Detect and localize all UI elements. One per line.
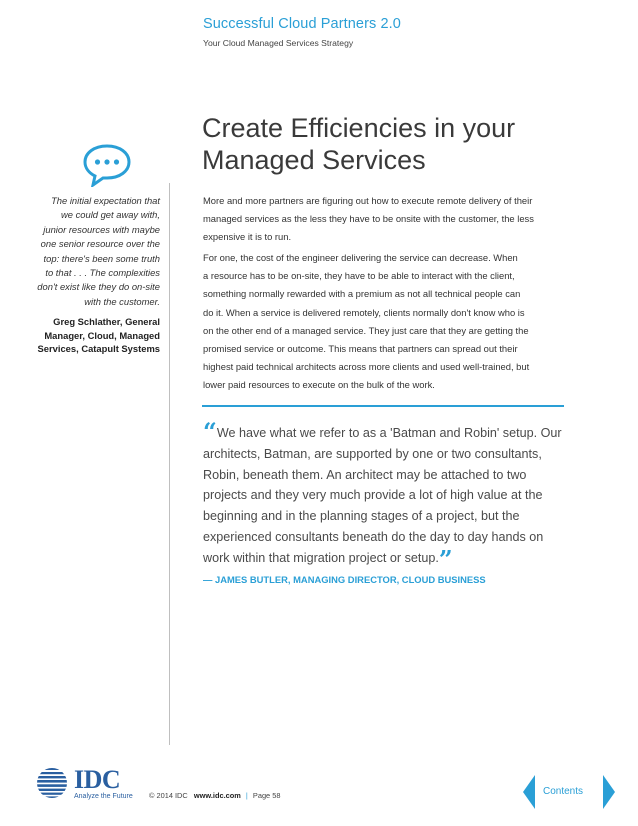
copyright: © 2014 IDC xyxy=(149,791,188,800)
sidebar-attribution-line: Services, Catapult Systems xyxy=(37,342,160,354)
pull-quote-line: projects and they very much provide a lot of high value at the xyxy=(203,488,543,503)
pull-quote-line: Robin, beneath them. An architect may be attached to two xyxy=(203,467,527,482)
sidebar-quote-line: we could get away with, xyxy=(60,209,160,221)
paragraph-line: lower paid resources to execute on the bulk of the work. xyxy=(203,378,435,390)
logo-tagline: Analyze the Future xyxy=(74,793,133,800)
sidebar-attribution-line: Manager, Cloud, Managed xyxy=(44,329,160,341)
paragraph-line: More and more partners are figuring out how to execute remote delivery of their xyxy=(203,195,533,206)
series-subtitle: Your Cloud Managed Services Strategy xyxy=(203,38,354,48)
paragraph-line: managed services as the less they have to be onsite with the customer, the less xyxy=(203,213,534,225)
page-title xyxy=(202,112,602,176)
pull-quote xyxy=(203,417,573,574)
sidebar-quote-line: junior resources with maybe xyxy=(43,223,160,235)
page-number: Page 58 xyxy=(252,791,281,800)
paragraph-line: a resource has to be on-site, they have to be able to interact with the client, xyxy=(203,270,515,282)
sidebar-quote xyxy=(26,194,160,309)
quote-divider xyxy=(202,405,564,407)
sidebar-quote-line: The initial expectation that xyxy=(51,195,160,206)
contents-navigation xyxy=(523,775,615,809)
website-link[interactable]: www.idc.com xyxy=(193,791,241,800)
sidebar-quote-line: don't exist like they do on-site xyxy=(37,281,160,293)
body-text xyxy=(203,192,573,394)
paragraph-line: do it. When a service is delivered remotely, clients normally don't know who is xyxy=(203,306,525,318)
sidebar-quote-line: with the customer. xyxy=(84,295,160,307)
sidebar-attribution-line: Greg Schlather, General xyxy=(53,316,160,328)
series-title: Successful Cloud Partners 2.0 xyxy=(203,16,401,32)
column-divider xyxy=(169,183,170,745)
close-quote-mark: ” xyxy=(438,544,453,574)
paragraph-line: promised service or outcome. This means that partners can spread out their xyxy=(203,342,518,354)
pull-quote-text: We have what we refer to as a 'Batman and Robin' setup. Our xyxy=(216,426,562,440)
paragraph-line: on the other end of a managed service. They just care that they are getting the xyxy=(203,324,529,336)
paragraph xyxy=(203,249,573,394)
paragraph xyxy=(203,192,573,246)
page-title-line: Create Efficiencies in your xyxy=(202,113,516,143)
pull-quote-line: beginning and in the planning stages of a project, but the xyxy=(203,509,520,524)
pull-quote-line: architects, Batman, are supported by one or two consultants, xyxy=(203,446,542,461)
pull-quote-line: experienced consultants beneath do the day to day hands on xyxy=(203,529,544,544)
footer-separator: | xyxy=(245,791,248,800)
logo-wordmark: IDC xyxy=(74,765,121,794)
footer-info xyxy=(149,791,280,800)
sidebar-attribution xyxy=(26,315,160,355)
sidebar-quote-block xyxy=(26,194,160,355)
paragraph-line: For one, the cost of the engineer delivering the service can decrease. When xyxy=(203,252,518,264)
page-title-line: Managed Services xyxy=(202,145,426,175)
paragraph-line: expensive it is to run. xyxy=(203,231,292,243)
idc-logo[interactable] xyxy=(34,767,134,807)
sidebar-quote-line: to that . . . The complexities xyxy=(45,267,160,279)
pull-quote-attribution: — JAMES BUTLER, MANAGING DIRECTOR, CLOUD BUSINESS xyxy=(203,574,486,585)
contents-link[interactable]: Contents xyxy=(543,786,584,797)
paragraph-line: something normally rewarded with a premium as not all technical people can xyxy=(203,288,521,300)
sidebar-quote-line: top: there's been some truth xyxy=(43,252,160,264)
header xyxy=(0,0,638,60)
next-page-icon[interactable] xyxy=(603,775,615,809)
pull-quote-text: work within that migration project or setup. xyxy=(203,550,439,565)
sidebar-quote-line: one senior resource over the xyxy=(40,238,160,250)
pull-quote-line xyxy=(203,417,573,446)
speech-bubble-icon xyxy=(82,143,132,187)
open-quote-mark: “ xyxy=(203,417,217,446)
paragraph-line: highest paid technical architects across more clients and used well-trained, but xyxy=(203,360,530,372)
globe-icon xyxy=(34,767,70,799)
previous-page-icon[interactable] xyxy=(523,775,535,809)
pull-quote-line xyxy=(203,544,573,574)
